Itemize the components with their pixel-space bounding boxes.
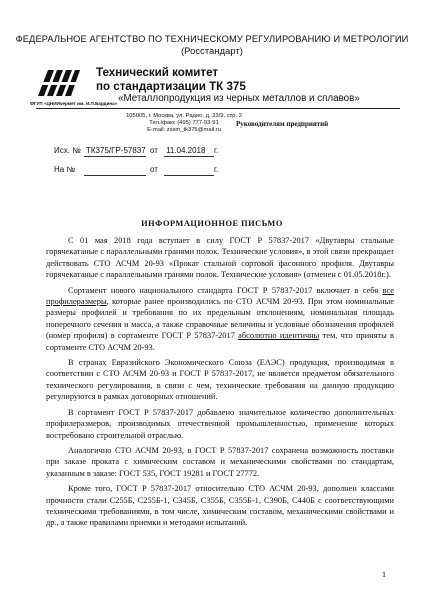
- logo-caption: ФГУП «ЦНИИчермет им. И.П.Бардина»: [30, 101, 118, 106]
- contact-email: E-mail: zssm_tk375@mail.ru: [147, 127, 221, 133]
- paragraph-2-underlined-1: все профилеразмеры: [46, 285, 394, 307]
- addressee: Руководителям предприятий: [236, 120, 329, 128]
- letter-title: ИНФОРМАЦИОННОЕ ПИСЬМО: [141, 219, 283, 228]
- committee-logo: [36, 68, 82, 98]
- outgoing-from-label: от: [150, 146, 158, 155]
- paragraph-5: Аналогично СТО АСЧМ 20-93, в ГОСТ Р 57837-2017 сохранена возможность поставки при заказе проката с химическим составом и механическими свойствами по стандартам, указанным в заказе: ГОСТ 535, ГОСТ 19281 и ГОСТ 27772.: [46, 445, 394, 478]
- agency-name: ФЕДЕРАЛЬНОЕ АГЕНТСТВО ПО ТЕХНИЧЕСКОМУ РЕГУЛИРОВАНИЮ И МЕТРОЛОГИИ: [15, 34, 409, 44]
- paragraph-2-text-c: тем, что приняты в сортаменте СТО АСЧМ 20-93.: [46, 331, 394, 352]
- header-divider: [36, 108, 400, 109]
- outgoing-date-underline: [164, 156, 214, 157]
- letter-body: [46, 235, 394, 529]
- incoming-year-suffix: г.: [214, 165, 219, 174]
- committee-name-line2: по стандартизации ТК 375: [96, 79, 246, 93]
- paragraph-2-text-b: , которые ранее производились по СТО АСЧМ 20-93. При этом номинальные размеры профилей и требования по их предельным отклонениям, номинальная площадь поперечного сечения и масса, а также справочные величины и условные обозначения профилей (номер профиля) в сортаменте ГОСТ Р 57837-2017: [46, 297, 394, 341]
- paragraph-3: В странах Евразийского Экономического Союза (ЕАЭС) продукция, производимая в соответствии с СТО АСЧМ 20-93 и ГОСТ Р 57837-2017, не является предметом обязательного технического регулирования, в связи с чем, технические требования на данную продукцию регулируются в рамках договорных отношений.: [46, 358, 394, 402]
- paragraph-2-text-a: Сортамент нового национального стандарта ГОСТ Р 57837-2017 включает в себя: [68, 285, 383, 295]
- agency-short-name: (Росстандарт): [180, 45, 244, 56]
- paragraph-2: [46, 285, 394, 353]
- paragraph-6: Кроме того, ГОСТ Р 57837-2017 относительно СТО АСЧМ 20-93, дополнен классами прочности стали С255Б, С255Б-1, С345Б, С355Б, С355Б-1, С390Б, С440Б с соответствующими техническими требованиями, в том числе, химическим составом, механическими свойствами и др., а также правилами приемки и методами испытаний.: [46, 484, 394, 528]
- incoming-number-underline: [84, 175, 146, 176]
- contact-address: 105005, г. Москва, ул. Радио, д. 23/9, стр. 2: [126, 113, 242, 119]
- paragraph-4: В сортамент ГОСТ Р 57837-2017 добавлено значительное количество дополнительных профилеразмеров, производимых отечественной промышленностью, применение которых востребовано строительной отраслью.: [46, 407, 394, 440]
- page-number: 1: [382, 570, 386, 579]
- committee-name-line1: Технический комитет: [96, 66, 219, 79]
- committee-subtitle: «Металлопродукция из черных металлов и сплавов»: [118, 93, 360, 104]
- incoming-from-label: от: [150, 165, 158, 174]
- outgoing-year-suffix: г.: [214, 146, 219, 155]
- incoming-date-underline: [164, 175, 214, 176]
- committee-name: [96, 66, 246, 93]
- paragraph-1: С 01 мая 2018 года вступает в силу ГОСТ Р 57837-2017 «Двутавры стальные горячекатаные с параллельными гранями полок. Технические условия», в этой связи прекращает действовать СТО АСЧМ 20-93 «Прокат стальной сортовой фасонного профиля. Двутавры горячекатаные с параллельными гранями полок. Технические условия» (отменен с 01.05.2018г.).: [46, 236, 394, 280]
- incoming-label: На №: [54, 165, 76, 174]
- outgoing-label: Исх. №: [54, 146, 81, 155]
- paragraph-2-underlined-2: абсолютно идентичны: [238, 331, 320, 341]
- contact-phone: Тел./факс (495) 777-93-91: [149, 120, 219, 126]
- agency-header: [0, 34, 424, 57]
- outgoing-number: ТК375/ГР-57837: [86, 146, 146, 155]
- outgoing-number-underline: [84, 156, 146, 157]
- outgoing-date: 11.04.2018: [166, 146, 206, 155]
